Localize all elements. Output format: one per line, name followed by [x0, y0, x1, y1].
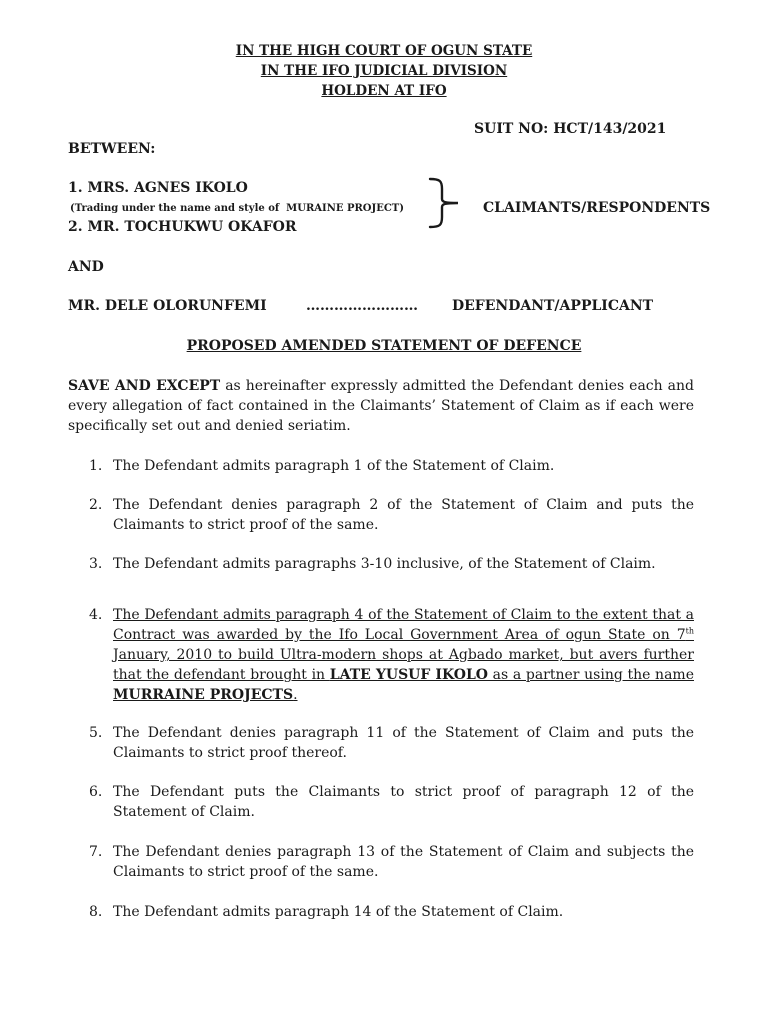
item-text: The Defendant admits paragraph 1 of the Statement of Claim.: [113, 458, 555, 474]
item-text-underlined: [113, 605, 694, 705]
trading-prefix: (Trading under the name and style of: [70, 203, 280, 214]
item-number: 6.: [89, 784, 103, 800]
intro-paragraph: [68, 376, 694, 436]
item-number: 8.: [89, 904, 103, 920]
trading-name: MURAINE PROJECT): [286, 203, 404, 214]
defendant-role: DEFENDANT/APPLICANT: [452, 298, 654, 314]
p4-end: .: [293, 687, 298, 703]
item-number: 4.: [89, 607, 103, 623]
p4-part1: The Defendant admits paragraph 4 of the Statement of Claim to the extent that a Contract was awarded by the Ifo Local Government Area of ogun State on 7: [113, 607, 694, 643]
item-number: 5.: [89, 725, 103, 741]
list-item: [68, 842, 694, 882]
item-text: The Defendant denies paragraph 11 of the Statement of Claim and puts the Claimants to strict proof thereof.: [113, 725, 694, 761]
first-claimant: 1. MRS. AGNES IKOLO: [68, 180, 248, 196]
court-name: IN THE HIGH COURT OF OGUN STATE: [235, 43, 533, 59]
dotted-leader: ……………………: [306, 298, 418, 314]
item-number: 1.: [89, 458, 103, 474]
trading-note: [70, 203, 404, 214]
list-item: [68, 902, 694, 922]
item-number: 2.: [89, 497, 103, 513]
item-text: The Defendant admits paragraph 14 of the Statement of Claim.: [113, 904, 564, 920]
list-item: [68, 495, 694, 535]
item-text: The Defendant denies paragraph 13 of the Statement of Claim and subjects the Claimants to strict proof of the same.: [113, 844, 694, 880]
judicial-division: IN THE IFO JUDICIAL DIVISION: [260, 63, 508, 79]
item-text: The Defendant admits paragraphs 3-10 inclusive, of the Statement of Claim.: [113, 556, 656, 572]
p4-part3: as a partner using the name: [488, 667, 694, 683]
between-label: BETWEEN:: [68, 141, 156, 157]
holden-at: HOLDEN AT IFO: [321, 83, 447, 99]
suit-number: SUIT NO: HCT/143/2021: [474, 121, 667, 137]
p4-bold-name: LATE YUSUF IKOLO: [329, 667, 488, 683]
list-item: [68, 723, 694, 763]
item-text: The Defendant puts the Claimants to strict proof of paragraph 12 of the Statement of Claim.: [113, 784, 694, 820]
list-item: [68, 605, 694, 705]
second-claimant: 2. MR. TOCHUKWU OKAFOR: [68, 219, 297, 235]
p4-superscript: th: [685, 626, 694, 636]
defendant-name: MR. DELE OLORUNFEMI: [68, 298, 267, 314]
item-number: 3.: [89, 556, 103, 572]
court-heading: [0, 41, 768, 101]
p4-part2: January, 2010 to build Ultra-modern shops at Agbado market, but avers further that the defendant brought in: [113, 647, 694, 683]
intro-lead: SAVE AND EXCEPT: [68, 378, 221, 394]
list-item: [68, 554, 694, 574]
document-title: PROPOSED AMENDED STATEMENT OF DEFENCE: [186, 338, 582, 354]
intro-text: as hereinafter expressly admitted the Defendant denies each and every allegation of fact contained in the Claimants’ Statement of Claim as if each were specifically set out and denied seriatim.: [68, 378, 694, 434]
list-item: [68, 782, 694, 822]
curly-brace-icon: [424, 177, 464, 229]
item-text: The Defendant denies paragraph 2 of the Statement of Claim and puts the Claimants to strict proof of the same.: [113, 497, 694, 533]
list-item: [68, 456, 694, 476]
p4-bold-project: MURRAINE PROJECTS: [113, 687, 294, 703]
and-label: AND: [68, 259, 104, 275]
claimants-role: CLAIMANTS/RESPONDENTS: [483, 200, 711, 216]
item-number: 7.: [89, 844, 103, 860]
